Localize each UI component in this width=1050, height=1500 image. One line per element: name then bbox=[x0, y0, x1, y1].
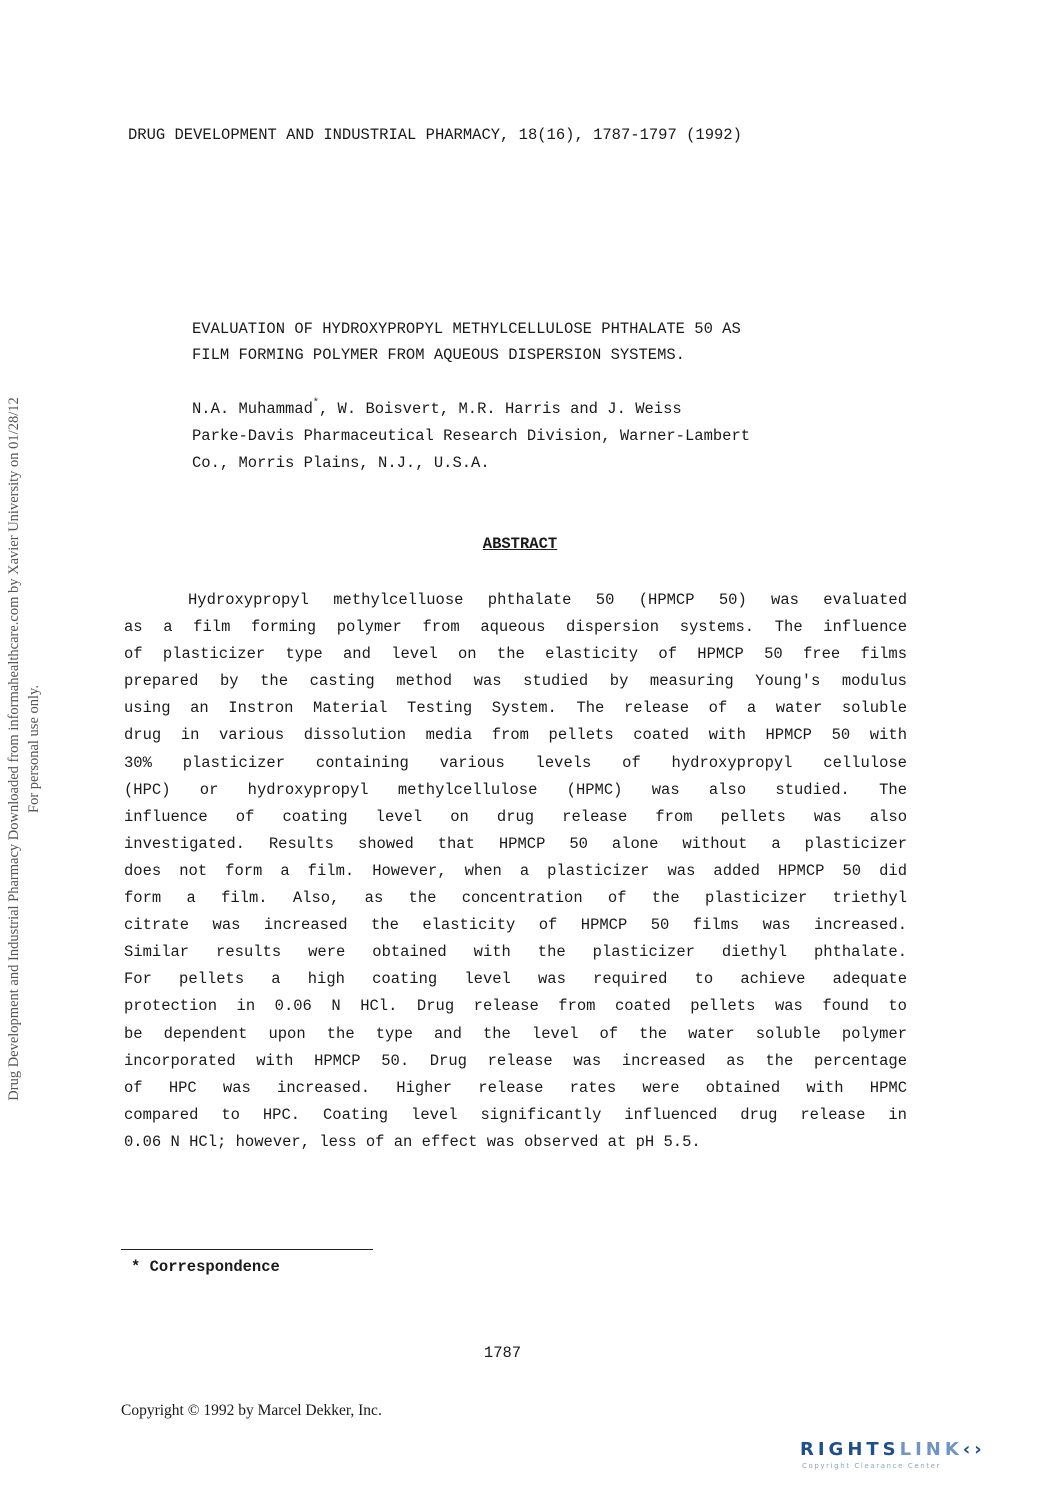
article-title-line-1: EVALUATION OF HYDROXYPROPYL METHYLCELLULOSE PHTHALATE 50 AS bbox=[192, 320, 741, 338]
rightslink-logo[interactable] bbox=[800, 1439, 1030, 1479]
rightslink-tagline: Copyright Clearance Center bbox=[802, 1462, 942, 1470]
abstract-line: citrate was increased the elasticity of HPMCP 50 films was increased. bbox=[124, 916, 907, 935]
abstract-line: investigated. Results showed that HPMCP 50 alone without a plasticizer bbox=[124, 834, 907, 853]
abstract-line: Hydroxypropyl methylcelluose phthalate 50 (HPMCP 50) was evaluated bbox=[188, 591, 907, 609]
abstract-line: (HPC) or hydroxypropyl methylcellulose (HPMC) was also studied. The bbox=[124, 780, 907, 799]
abstract-line: 0.06 N HCl; however, less of an effect was observed at pH 5.5. bbox=[124, 1132, 701, 1151]
abstract-heading: ABSTRACT bbox=[482, 535, 558, 553]
rightslink-word-rights: RIGHTS bbox=[800, 1439, 900, 1460]
journal-citation: DRUG DEVELOPMENT AND INDUSTRIAL PHARMACY, 18(16), 1787-1797 (1992) bbox=[128, 126, 742, 144]
rightslink-word-link: LINK bbox=[899, 1439, 963, 1460]
abstract-line: protection in 0.06 N HCl. Drug release from coated pellets was found to bbox=[124, 997, 907, 1016]
affiliation-line-2: Co., Morris Plains, N.J., U.S.A. bbox=[192, 454, 490, 472]
abstract-line: using an Instron Material Testing System. The release of a water soluble bbox=[124, 699, 907, 718]
abstract-line: drug in various dissolution media from pellets coated with HPMCP 50 with bbox=[124, 726, 907, 745]
rightslink-arrow-icon: ‹› bbox=[962, 1439, 986, 1460]
abstract-line: form a film. Also, as the concentration of the plasticizer triethyl bbox=[124, 889, 907, 908]
abstract-line: incorporated with HPMCP 50. Drug release was increased as the percentage bbox=[124, 1051, 907, 1070]
correspondence-footnote: * Correspondence bbox=[131, 1258, 280, 1276]
abstract-line: of HPC was increased. Higher release rates were obtained with HPMC bbox=[124, 1078, 907, 1097]
first-author: N.A. Muhammad bbox=[192, 400, 313, 418]
abstract-line: For pellets a high coating level was required to achieve adequate bbox=[124, 970, 907, 989]
abstract-line: compared to HPC. Coating level significantly influenced drug release in bbox=[124, 1105, 907, 1124]
article-title-line-2: FILM FORMING POLYMER FROM AQUEOUS DISPERSION SYSTEMS. bbox=[192, 346, 685, 364]
abstract-line: 30% plasticizer containing various levels of hydroxypropyl cellulose bbox=[124, 753, 907, 772]
abstract-line: prepared by the casting method was studied by measuring Young's modulus bbox=[124, 672, 907, 691]
abstract-line: as a film forming polymer from aqueous dispersion systems. The influence bbox=[124, 618, 907, 637]
abstract-line: influence of coating level on drug release from pellets was also bbox=[124, 807, 907, 826]
abstract-line: Similar results were obtained with the plasticizer diethyl phthalate. bbox=[124, 943, 907, 962]
correspondence-mark: * bbox=[312, 398, 319, 409]
abstract-body bbox=[124, 587, 907, 1156]
download-watermark-line-2: For personal use only. bbox=[26, 685, 42, 813]
download-watermark bbox=[4, 343, 48, 1155]
abstract-line: does not form a film. However, when a plasticizer was added HPMCP 50 did bbox=[124, 861, 907, 880]
abstract-line: of plasticizer type and level on the elasticity of HPMCP 50 free films bbox=[124, 645, 907, 664]
page-number: 1787 bbox=[483, 1344, 522, 1362]
copyright-notice: Copyright © 1992 by Marcel Dekker, Inc. bbox=[121, 1402, 382, 1419]
abstract-line: be dependent upon the type and the level of the water soluble polymer bbox=[124, 1024, 907, 1043]
author-list bbox=[192, 400, 682, 418]
download-watermark-line-1: Drug Development and Industrial Pharmacy Downloaded from informahealthcare.com by Xavier University on 01/28/12 bbox=[6, 397, 22, 1101]
affiliation-line-1: Parke-Davis Pharmaceutical Research Division, Warner-Lambert bbox=[192, 427, 751, 445]
footnote-divider bbox=[121, 1249, 373, 1250]
other-authors: , W. Boisvert, M.R. Harris and J. Weiss bbox=[318, 400, 682, 418]
